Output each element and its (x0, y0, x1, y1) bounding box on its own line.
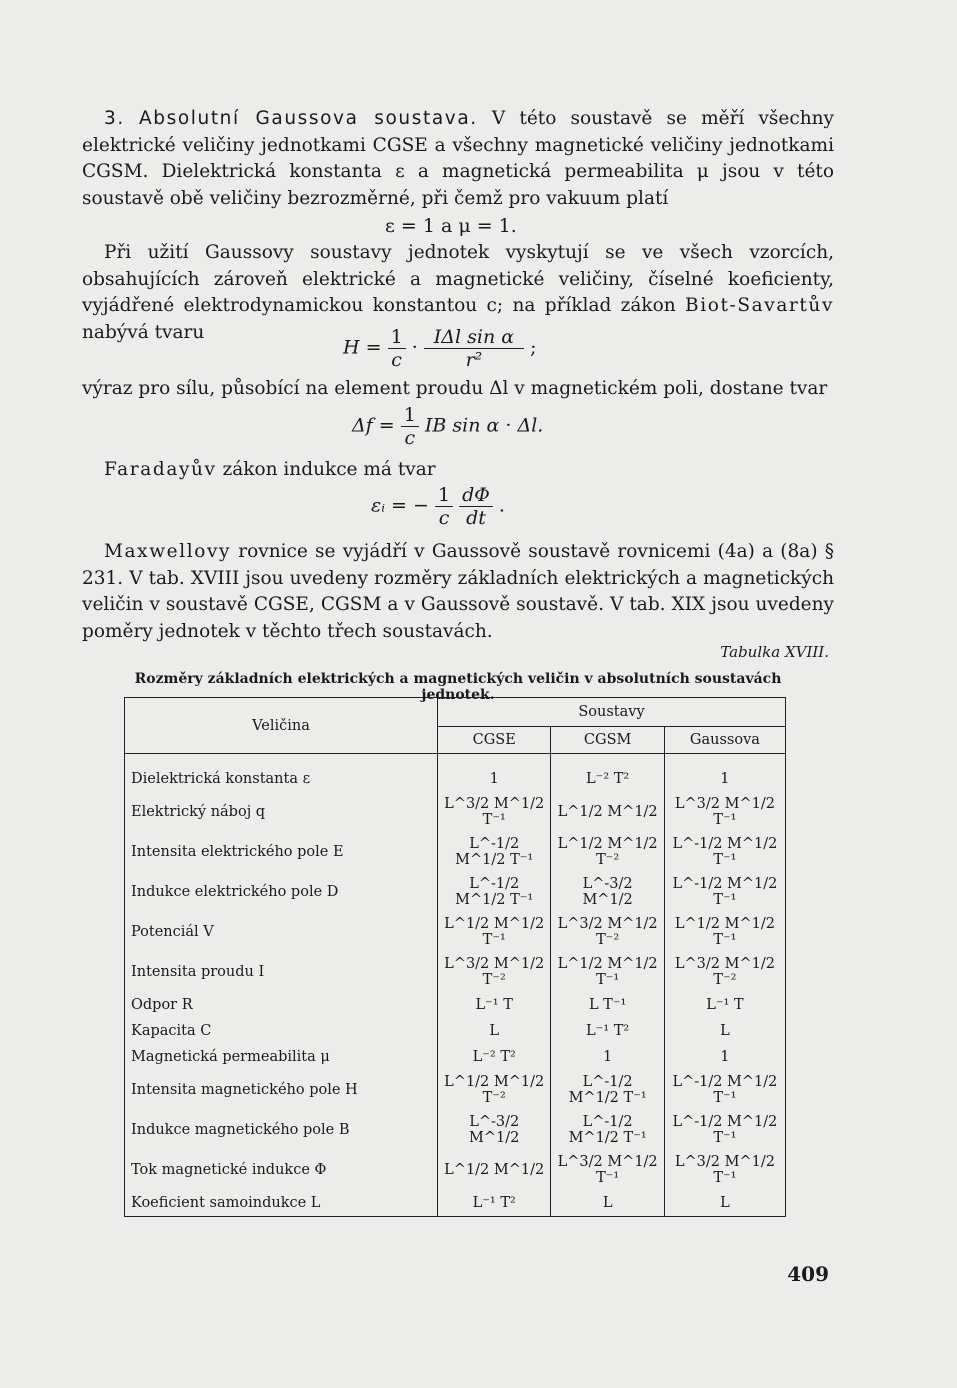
eq4-tail: . (498, 494, 505, 517)
cell-gauss: L^3/2 M^1/2 T⁻¹ (664, 1150, 785, 1190)
cell-cgse: L^-3/2 M^1/2 (438, 1110, 551, 1150)
paragraph-1 (82, 106, 834, 212)
col-header-quantity: Veličina (125, 698, 438, 754)
row-quantity: Odpor R (125, 992, 438, 1018)
cell-cgsm: L^1/2 M^1/2 T⁻² (551, 832, 664, 872)
cell-cgse: L⁻¹ T² (438, 1190, 551, 1217)
row-quantity: Intensita magnetického pole H (125, 1070, 438, 1110)
table-row (125, 1190, 786, 1217)
table-row (125, 1018, 786, 1044)
cell-gauss: L^3/2 M^1/2 T⁻¹ (664, 792, 785, 832)
table-row (125, 1070, 786, 1110)
cell-cgse: L^-1/2 M^1/2 T⁻¹ (438, 832, 551, 872)
paragraph-4 (82, 457, 834, 484)
cell-gauss: L^-1/2 M^1/2 T⁻¹ (664, 1110, 785, 1150)
eq4-frac-2: $\frac{d\Phi}{dt}$ (459, 484, 493, 529)
row-quantity: Intensita proudu I (125, 952, 438, 992)
table-row (125, 912, 786, 952)
row-quantity: Dielektrická konstanta ε (125, 766, 438, 792)
cell-cgsm: L⁻¹ T² (551, 1018, 664, 1044)
cell-cgsm: L⁻² T² (551, 766, 664, 792)
cell-cgsm: L^-3/2 M^1/2 (551, 872, 664, 912)
paragraph-1-text: V této soustavě se měří všechny elektrické veličiny jednotkami CGSE a všechny magnetické veličiny jednotkami CGSM. Dielektrická konstanta ε a magnetická permeabilita μ jsou v této soustavě obě veličiny bezrozměrné, při čemž pro vakuum platí (82, 108, 834, 209)
cell-gauss: L^-1/2 M^1/2 T⁻¹ (664, 872, 785, 912)
row-quantity: Kapacita C (125, 1018, 438, 1044)
cell-cgse: L^1/2 M^1/2 (438, 1150, 551, 1190)
eq4-frac-1: $\frac{1}{c}$ (435, 484, 453, 529)
table-number: Tabulka XVIII. (720, 643, 829, 661)
cell-cgse: L⁻² T² (438, 1044, 551, 1070)
paragraph-2-text: Při užití Gaussovy soustavy jednotek vyskytují se ve všech vzorcích, obsahujících zároveň elektrické a magnetické veličiny, číselné koeficienty, vyjádřené elektrodynamickou konstantou c; na příklad zákon (82, 242, 834, 316)
cell-cgsm: 1 (551, 1044, 664, 1070)
cell-gauss: L (664, 1018, 785, 1044)
col-header-cgse: CGSE (438, 727, 551, 754)
table-row (125, 832, 786, 872)
row-quantity: Intensita elektrického pole E (125, 832, 438, 872)
cell-cgse: L^3/2 M^1/2 T⁻¹ (438, 792, 551, 832)
cell-cgsm: L (551, 1190, 664, 1217)
equation-force (352, 404, 543, 449)
cell-gauss: L^1/2 M^1/2 T⁻¹ (664, 912, 785, 952)
cell-cgse: 1 (438, 766, 551, 792)
col-header-systems: Soustavy (438, 698, 786, 727)
cell-cgse: L^1/2 M^1/2 T⁻² (438, 1070, 551, 1110)
eq4-lhs: εᵢ = − (371, 494, 429, 517)
law-name-faraday: Faradayův (104, 459, 217, 480)
equation-biot-savart: H = $\frac{1}{c}$ · $\frac{\text{IΔl sin α}}{\text{r²}}$ ; (343, 326, 537, 371)
row-quantity: Magnetická permeabilita μ (125, 1044, 438, 1070)
cell-cgsm: L^-1/2 M^1/2 T⁻¹ (551, 1070, 664, 1110)
cell-cgse: L^3/2 M^1/2 T⁻² (438, 952, 551, 992)
table-row (125, 992, 786, 1018)
cell-gauss: 1 (664, 766, 785, 792)
equations-name-maxwell: Maxwellovy (104, 541, 232, 562)
cell-cgsm: L^3/2 M^1/2 T⁻² (551, 912, 664, 952)
table-row (125, 766, 786, 792)
dimensions-table (124, 697, 786, 1217)
eq2-lhs: H = (343, 336, 382, 359)
table-row (125, 1044, 786, 1070)
cell-cgse: L⁻¹ T (438, 992, 551, 1018)
table-caption: Rozměry základních elektrických a magnetických veličin v absolutních soustavách jednotek. (134, 671, 782, 703)
paragraph-5 (82, 539, 834, 645)
eq2-frac-1: $\frac{1}{c}$ (388, 326, 406, 371)
row-quantity: Tok magnetické indukce Φ (125, 1150, 438, 1190)
row-quantity: Indukce magnetického pole B (125, 1110, 438, 1150)
table-row (125, 754, 786, 767)
cell-cgse: L (438, 1018, 551, 1044)
cell-cgsm: L T⁻¹ (551, 992, 664, 1018)
table-row (125, 872, 786, 912)
section-heading-title: Absolutní Gaussova soustava. (139, 108, 478, 129)
cell-gauss: L⁻¹ T (664, 992, 785, 1018)
table-row (125, 1110, 786, 1150)
equation-faraday (371, 484, 505, 529)
cell-cgse: L^-1/2 M^1/2 T⁻¹ (438, 872, 551, 912)
eq3-frac: $\frac{1}{c}$ (401, 404, 419, 449)
eq2-tail: ; (530, 336, 537, 359)
eq2-frac-2: $\frac{\text{IΔl sin α}}{\text{r²}}$ (424, 326, 524, 371)
row-quantity: Potenciál V (125, 912, 438, 952)
row-quantity: Indukce elektrického pole D (125, 872, 438, 912)
cell-gauss: L^-1/2 M^1/2 T⁻¹ (664, 832, 785, 872)
table-row (125, 792, 786, 832)
equation-vacuum: ε = 1 a μ = 1. (385, 215, 517, 237)
paragraph-2-tail: nabývá tvaru (82, 321, 205, 343)
cell-cgsm: L^1/2 M^1/2 T⁻¹ (551, 952, 664, 992)
paragraph-5-text: rovnice se vyjádří v Gaussově soustavě rovnicemi (4a) a (8a) § 231. V tab. XVIII jsou uvedeny rozměry základních elektrických a magnetických veličin v soustavě CGSE, CGSM a v Gaussově soustavě. V tab. XIX jsou uvedeny poměry jednotek v těchto třech soustavách. (82, 541, 834, 642)
cell-gauss: L^-1/2 M^1/2 T⁻¹ (664, 1070, 785, 1110)
row-quantity: Elektrický náboj q (125, 792, 438, 832)
cell-gauss: 1 (664, 1044, 785, 1070)
cell-cgsm: L^-1/2 M^1/2 T⁻¹ (551, 1110, 664, 1150)
table-row (125, 1150, 786, 1190)
cell-cgsm: L^3/2 M^1/2 T⁻¹ (551, 1150, 664, 1190)
page-number: 409 (787, 1262, 829, 1286)
cell-gauss: L^3/2 M^1/2 T⁻² (664, 952, 785, 992)
eq3-tail: IB sin α · Δl. (424, 414, 544, 437)
col-header-cgsm: CGSM (551, 727, 664, 754)
col-header-gauss: Gaussova (664, 727, 785, 754)
paragraph-3: výraz pro sílu, působící na element proudu Δl v magnetickém poli, dostane tvar (82, 378, 828, 399)
cell-gauss: L (664, 1190, 785, 1217)
section-heading-number: 3. (104, 108, 125, 129)
law-name-biot-savart: Biot-Savartův (685, 295, 834, 316)
row-quantity: Koeficient samoindukce L (125, 1190, 438, 1217)
cell-cgse: L^1/2 M^1/2 T⁻¹ (438, 912, 551, 952)
cell-cgsm: L^1/2 M^1/2 (551, 792, 664, 832)
table-row (125, 952, 786, 992)
eq3-lhs: Δf = (352, 414, 395, 437)
paragraph-4-text: zákon indukce má tvar (222, 459, 436, 480)
